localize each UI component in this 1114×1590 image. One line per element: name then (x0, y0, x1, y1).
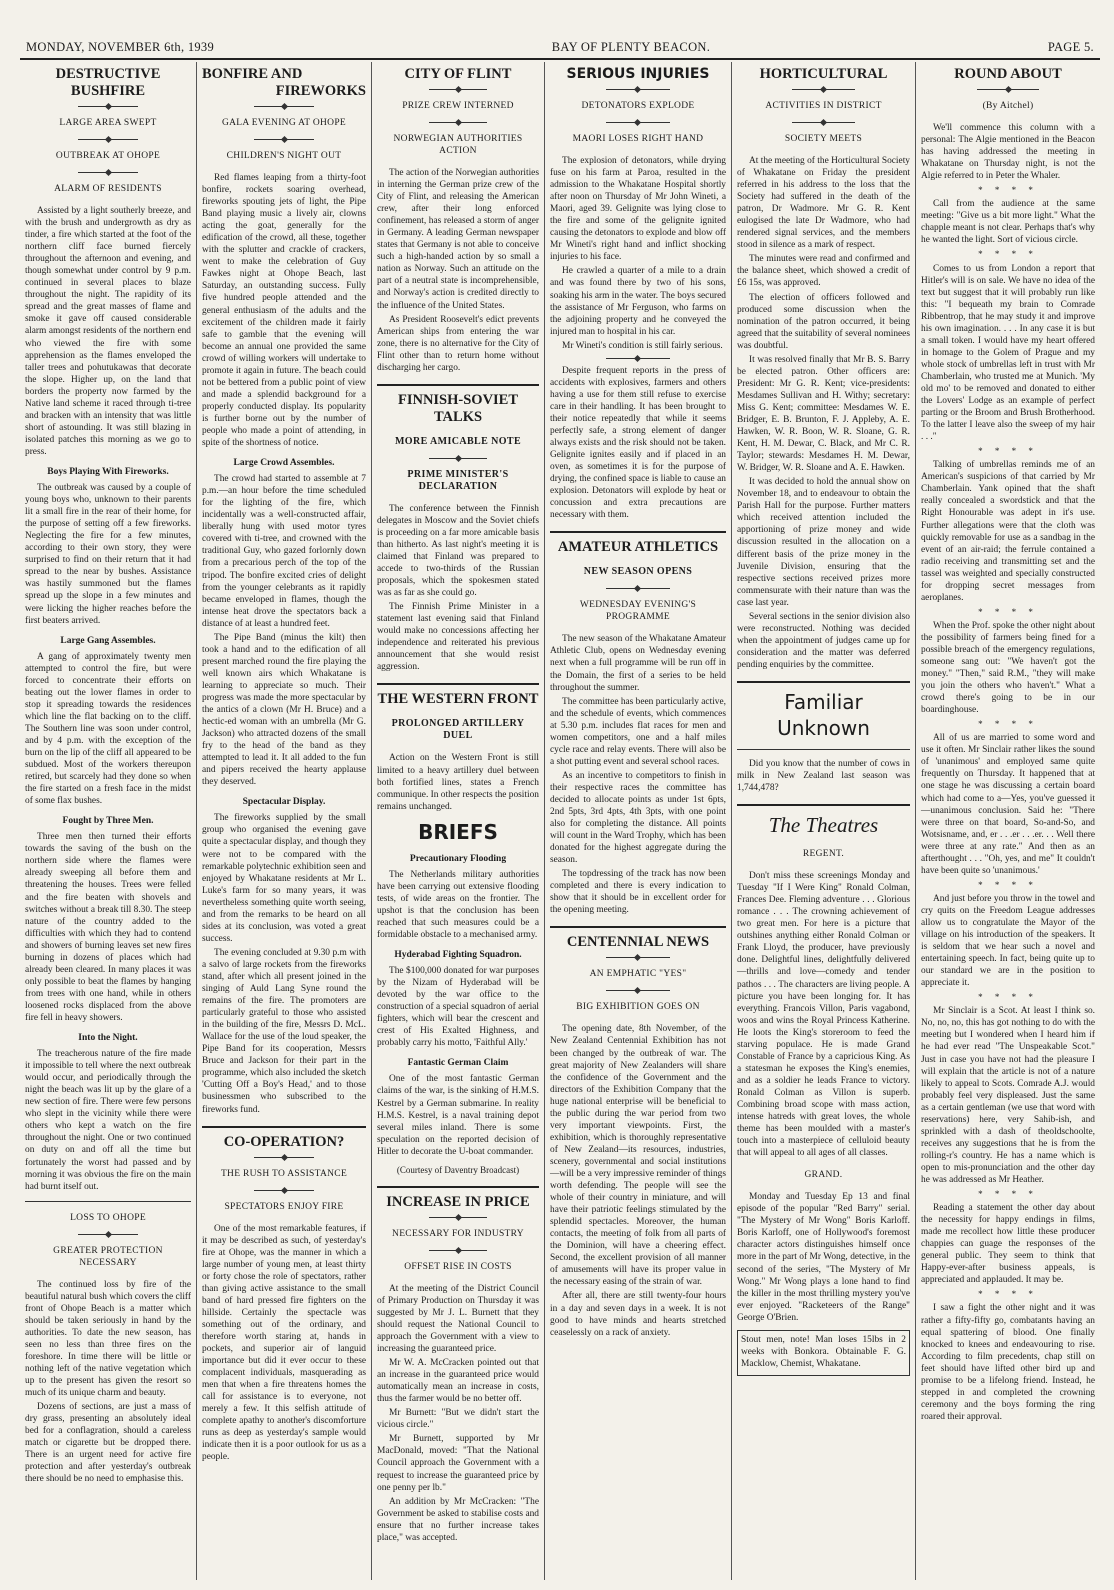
article-paragraph: A gang of approximately twenty men attempted to control the fire, but were forced to concentrate their efforts on beating out the lower flames in order to stop it spreading towards the residences which line the flat backing on to the cliff. The Southern line was soon under control, and by 4 p.m. with the exception of the burn on the lip of the cliff all appeared to be subdued. Most of the workers thereupon retired, but scarcely had they done so when the fire started on a fresh face in the midst of some flax bushes. (25, 651, 191, 807)
credit-line: (Courtesy of Daventry Broadcast) (396, 1164, 520, 1175)
asterism: * * * * (978, 719, 1038, 730)
deck: NEW SEASON OPENS (583, 566, 693, 578)
column-world-news (372, 62, 544, 1580)
article-paragraph: The committee has been particularly active, and the schedule of events, which commences at 5.30 p.m. includes flat races for men and women competitors, one and a half miles cycle race and relay events. There will also be a shot putting event and several school races. (550, 696, 726, 767)
separator (429, 122, 487, 123)
article-paragraph: As President Roosevelt's edict prevents American ships from entering the war zone, there is no alternative for the City of Flint other than to return home without discharging her cargo. (377, 314, 539, 373)
separator (254, 1190, 313, 1191)
divider (550, 926, 726, 928)
headline-centennial-news: CENTENNIAL NEWS (566, 934, 710, 951)
article-paragraph: The Netherlands military authorities have been carrying out extensive flooding tests, of wide areas on the frontier. The upshot is that the conclusion has been reached that such measures could be a formidable obstacle to a mechanised army. (377, 869, 539, 940)
article-paragraph: The crowd had started to assemble at 7 p.m.—an hour before the time scheduled for the lighting of the fire, which incidentally was a well-constructed affair, liberally hung with used motor tyres covered with ti-tree, and crowned with the traditional Guy, who gazed forlornly down from a precarious perch of the top of the tripod. The bonfire excited cries of delight from the younger celebrants as it rapidly became enveloped in flames, though the intense heat drove the spectators back a distance of at least a hundred feet. (202, 474, 366, 629)
theatre-name: GRAND. (804, 1170, 843, 1181)
asterism: * * * * (978, 879, 1038, 890)
asterism: * * * * (978, 185, 1038, 196)
headline-fireworks: FIREWORKS (275, 83, 366, 99)
separator (606, 588, 669, 589)
subheading: Precautionary Flooding (409, 853, 507, 864)
headline-round-about: ROUND ABOUT (954, 66, 1062, 82)
deck: AN EMPHATIC "YES" (589, 969, 687, 980)
ad-text: Stout men, note! Man loses 15lbs in 2 weeks with Bonkora. Obtainable F. G. Macklow, Chemist, Whakatane. (741, 1334, 906, 1369)
headline-horticultural: HORTICULTURAL (759, 66, 888, 82)
divider (737, 749, 910, 750)
paper-name: BAY OF PLENTY BEACON. (551, 39, 711, 54)
article-paragraph: Talking of umbrellas reminds me of an American's suspicions of that carried by Mr Chamberlain. Yank opined that the shaft really concealed a swordstick and that the Right Honourable was adept in it's use. Further allegations were that the cloth was quickly removable for use as a sandbag in the event of an air-raid; the ferrule contained a radio receiving and transmitting set and the tassel was weighted and specially constructed for dropping secret messages from aeroplanes. (921, 460, 1095, 603)
divider (737, 804, 910, 806)
subheading: Boys Playing With Fireworks. (47, 466, 169, 477)
headline-amateur-athletics: AMATEUR ATHLETICS (557, 539, 719, 556)
deck: PRIME MINISTER'S DECLARATION (407, 468, 509, 492)
article-paragraph: The opening date, 8th November, of the New Zealand Centennial Exhibition has not been changed by the outbreak of war. The great majority of New Zealanders will share the confidence of the Government and the directors of the Exhibition Company that the huge national enterprise will be beneficial to the public during the war period from two very important viewpoints. First, the exhibition, which is thoroughly representative of New Zealand—its resources, industries, scenery, governmental and social institutions—will be a very impressive reminder of things worth defending. The people will see the whole of their country in miniature, and will have their patriotic feelings stimulated by the splendid spectacles. Moreover, the human contacts, the meeting of folk from all parts of the Dominion, will have a cheering effect. Second, the excellent provision of all manner of amusements will have its proper value in the necessary easing of the strain of war. (550, 1024, 726, 1288)
asterism: * * * * (978, 249, 1038, 260)
theatre-name: REGENT. (802, 849, 845, 860)
article-paragraph: Mr Sinclair is a Scot. At least I think so. No, no, no, this has got nothing to do with the meeting but I wondered when I heard him if he had ever read "The Unspeakable Scot." Just in case you have not had the pleasure I will explain that the article is not of a nature likely to appeal to Scots. Comrade A.J. would probably feel very displeased. Just the same as a certain gentleman (we use that word with reservations) here, very Sahib-ish, and sprinkled with a dash of theoldschoolte, receives any suggestions that he is from the rolling-r's country. He has a name which is open to mis-pronunciation and the other day he was addressed as Mr Heather. (921, 1006, 1095, 1185)
divider (377, 384, 539, 386)
subheading: Hyderabad Fighting Squadron. (394, 950, 522, 961)
article-paragraph: Assisted by a light southerly breeze, and with the brush and undergrowth as dry as tinder, a fire which started at the foot of the northern cliff face burned fiercely throughout the afternoon and evening, and though somewhat under control by 9 p.m. continued in several places to blaze throughout the night. The rapidity of its spread and the great masses of flame and smoke it gave off caused considerable alarm amongst residents of the northern end who viewed the fire with some apprehension as the flames enveloped the taller trees and pohutukawas that decorate the slope. Higher up, on the land that borders the property now farmed by the Native land scheme it raced through ti-tree and bracken with an intensity that was little short of astounding. It was still blazing in isolated patches this morning as we go to press. (25, 206, 191, 457)
deck: NECESSARY FOR INDUSTRY (392, 1228, 524, 1239)
article-paragraph: The evening concluded at 9.30 p.m with a salvo of large rockets from the fireworks stand, after which all present joined in the singing of Auld Lang Syne round the remains of the fire. The promoters are particularly grateful to those who assisted in the building of the fire, Messrs D. McL. Wallace for the use of the loud speaker, the Pipe Band for its cooperation, Messrs Bruce and Jackson for their part in the programme, which also included the sketch 'Cutting Off a Boy's Head,' and to those businessmen who subscribed to the fireworks fund. (202, 947, 366, 1115)
article-paragraph: And just before you throw in the towel and cry quits on the Freedom League addresses allow us to congratulate the Mayor of the village on his introduction of the speakers. It is seldom that we hear such a novel and entertaining speech. In fact, being quite up to our standard we are in the position to appreciate it. (921, 893, 1095, 989)
article-paragraph: The conference between the Finnish delegates in Moscow and the Soviet chiefs is proceeding on a far more amicable basis than hitherto. As last night's meeting it is claimed that Finland was prepared to accede to two-thirds of the Russian proposals, which the spokesmen stated was as far as she could go. (377, 503, 539, 599)
subheading: Spectacular Display. (242, 797, 326, 808)
issue-date: MONDAY, NOVEMBER 6th, 1939 (26, 39, 215, 54)
article-paragraph: After all, there are still twenty-four hours in a day and seven days in a week. It is not good to have minds and hearts stretched ceaselessly on a rack of anxiety. (550, 1291, 726, 1338)
deck: SPECTATORS ENJOY FIRE (224, 1201, 344, 1212)
deck: NORWEGIAN AUTHORITIES ACTION (393, 134, 523, 156)
article-paragraph: Call from the audience at the same meeting: "Give us a bit more light." What the chapple meant is not clear. Perhaps that's why he wanted the light. Sort of vicious circle. (921, 199, 1095, 246)
article-paragraph: At the meeting of the District Council of Primary Production on Thursday it was suggested by Mr J. L. Burnett that they should request the National Council to approach the Government with a view to increasing the guaranteed price. (377, 1283, 539, 1355)
deck: DETONATORS EXPLODE (581, 101, 695, 111)
headline-finnish-soviet-talks: FINNISH-SOVIET TALKS (397, 391, 519, 425)
article-paragraph: An addition by Mr McCracken: "The Government be asked to stabilise costs and ensure that no further increase takes place," was accepted. (377, 1496, 539, 1543)
article-paragraph: He crawled a quarter of a mile to a drain and was found there by two of his sons, soaking his arm in the water. The boys secured the assistance of Mr Ferguson, who farms on the adjoining property and he conveyed the injured man to hospital in his car. (550, 266, 726, 337)
article-paragraph: It was resolved finally that Mr B. S. Barry be elected patron. Other officers are: President: Mr G. R. Kent; vice-presidents: Mesdames Sullivan and H. Withy; secretary: Miss G. Kent; committee: Mesdames W. E. Bridger, E. B. Brunton, F. J. Appleby, A. E. Hawken, W. R. Boon, W. R. Sloane, G. R. Kent, H. M. Dewar, C. Black, and Mr C. R. Taylor; stewards: Mesdames H. M. Dewar, W. Bridger, W. R. Sloane and A. E. Hawken. (737, 354, 910, 474)
article-paragraph: Mr Wineti's condition is still fairly serious. (562, 340, 723, 351)
article-paragraph: Mr W. A. McCracken pointed out that an increase in the guaranteed price would automatically mean an increase in costs, thus the farmer would be no better off. (377, 1358, 539, 1405)
headline-familiar-unknown: Familiar Unknown (777, 689, 870, 740)
article-paragraph: The fireworks supplied by the small group who organised the evening gave quite a spectacular display, and though they were not to be compared with the remarkable polytechnic exhibition seen and enjoyed by Whakatane residents at Mr L. Luke's farm for so many years, it was nevertheless something quite worth seeing, and from the remarks to be heard on all sides at its conclusion, was voted a great success. (202, 813, 366, 944)
deck: WEDNESDAY EVENING'S PROGRAMME (579, 600, 697, 623)
column-bonfire (197, 62, 371, 1580)
separator (429, 89, 487, 90)
deck: SOCIETY MEETS (784, 134, 863, 144)
headline-cooperation: CO-OPERATION? (223, 1133, 345, 1150)
asterism: * * * * (978, 1189, 1038, 1200)
article-paragraph: The new season of the Whakatane Amateur Athletic Club, opens on Wednesday evening next when a full programme will be run off in the Domain, the first of a series to be held throughout the summer. (550, 634, 726, 693)
article-paragraph: All of us are married to some word and use it often. Mr Sinclair rather likes the sound of 'unanimous' and employed same quite frequently on Thursday. It happened that at one stage he was discussing a certain board which had come to a—Yes, you've guessed it—unanimous conclusion. Said he: "There were three on that board, So-and-So, and Wotsisname, and, er . . .er . . .er. . . Well there were three at any rate." And then as an afterthought . . . "Oh, yes, and me" It couldn't have been quite so 'unanimous.' (921, 733, 1095, 876)
divider (202, 1126, 366, 1128)
separator (606, 122, 669, 123)
deck: GALA EVENING AT OHOPE (221, 118, 347, 128)
separator (254, 1157, 313, 1158)
divider (550, 531, 726, 533)
separator (78, 106, 138, 107)
article-paragraph: Mr Burnett: "But we didn't start the vicious circle." (377, 1408, 539, 1431)
page-number: PAGE 5. (1047, 39, 1094, 54)
deck: CHILDREN'S NIGHT OUT (226, 151, 342, 161)
advertisement (737, 1330, 910, 1376)
article-paragraph: Despite frequent reports in the press of accidents with explosives, farmers and others having a use for them still refuse to exercise care in their handling. It has been brought to their notice repeatedly that while it seems perfectly safe, a strong element of danger always exists and the risk should not be taken. Gelignite ignites easily and if placed in an oven, as sometimes it is for the purpose of drying, the confined space is liable to cause an explosion. Detonators will explode by heat or concussion and extra precautions are necessary with them. (550, 365, 726, 521)
subheading: Fantastic German Claim (407, 1058, 509, 1069)
article-paragraph: The Finnish Prime Minister in a statement last evening said that Finland would make no concessions affecting her independence and reiterated his previous announcement that she would resist aggression. (377, 602, 539, 673)
deck: MORE AMICABLE NOTE (394, 435, 522, 447)
article-paragraph: Mr Burnett, supported by Mr MacDonald, moved: "That the National Council approach the Government with a request to increase the guaranteed price by one penny per lb." (377, 1434, 539, 1493)
masthead (20, 36, 1100, 60)
asterism: * * * * (978, 446, 1038, 457)
article-paragraph: One of the most remarkable features, if it may be described as such, of yesterday's fire at Ohope, was the manner in which a large number of young men, at least thirty or forty chose the role of spectators, rather than giving active assistance to the small band of hard pressed fire fighters on the hillside. Certainly the spectacle was something out of the ordinary, and therefore worth staring at, hands in pockets, and superior air of languid importance but did it ever occur to these complacent individuals, masquerading as men that when a fire threatens homes the call for assistance is to everyone, not merely a few. It this selfish attitude of complete apathy to another's discomforture runs as deep as yesterday's sample would indicate then it is a poor outlook for us as a people. (202, 1223, 366, 1463)
separator (429, 458, 487, 459)
separator (429, 1250, 487, 1251)
article-paragraph: The Pipe Band (minus the kilt) then took a hand and to the edification of all present marched round the fire playing the well known airs which Whakatane is learning to appreciate so much. Their progress was made the more spectacular by the antics of a clown (Mr H. Bruce) and a hectic-ed woman with an umbrella (Mr G. Jackson) who attracted dozens of the small fry to the head of the band as they attempted to lead it. It all added to the fun and pipers received the hearty applause they deserved. (202, 632, 366, 788)
separator (792, 89, 854, 90)
article-paragraph: The continued loss by fire of the beautiful natural bush which covers the cliff front of Ohope Beach is a matter which should be taken seriously in hand by the authorities. To date the new season, has seen no less than three fires on the foreshore. In time there will be little or nothing left of the native vegetation which up to the present has given the resort so much of its unique charm and beauty. (25, 1279, 191, 1399)
article-paragraph: When the Prof. spoke the other night about the possibility of farmers being fined for a possible breach of the emergency regulations, someone sang out: "We haven't got the money." "Then," said R.M., "they will make you join the others who haven't." What a crowd there's going to be in our boardinghouse. (921, 620, 1095, 716)
divider (377, 683, 539, 685)
article-paragraph: I saw a fight the other night and it was rather a fifty-fifty go, combatants having an equal spattering of blood. One finally knocked to knees and endeavouring to rise. According to film precedents, chap still on feet should have lifted other bird up and promise to be a lifelong friend. Instead, he stepped in and completed the crowning ceremony and the boys forming the ring roared their approval. (921, 1303, 1095, 1422)
divider (25, 1201, 191, 1202)
headline-briefs: BRIEFS (418, 819, 498, 844)
deck: LARGE AREA SWEPT (59, 118, 157, 128)
headline-loss-to-ohope: LOSS TO OHOPE (70, 1212, 146, 1223)
separator (606, 957, 669, 958)
headline-serious-injuries: SERIOUS INJURIES (566, 66, 710, 82)
article-paragraph: We'll commence this column with a personal: The Algie mentioned in the Beacon has having addressed the meeting in Whakatane on Thursday night, is not the Algie referred to in Peter the Whaler. (921, 123, 1095, 182)
article-paragraph: Dozens of sections, are just a mass of dry grass, presenting an absolutely ideal bed for a conflagration, should a careless match or cigarette but be dropped there. There is an urgent need for active fire protection and after yesterday's outbreak there should be no need to emphasise this. (25, 1402, 191, 1485)
article-paragraph: Three men then turned their efforts towards the saving of the bush on the northern side where the flames were already sweeping all before them and threatening the houses. Trees were felled and the fire beaten with shovels and switches without a break till 8.30. The steep nature of the country added to the difficulties with which they had to contend and showers of burning leaves set new fires burning in dozens of places which had already been cleared. In many places it was only possible to beat the flames by hanging from trees with one hand, while in others loosened rocks displaced from the above fire fell in heavy showers. (25, 832, 191, 1023)
article-paragraph: As an incentive to competitors to finish in their respective races the committee has decided to allocate points as under 1st 6pts, 2nd 5pts, 3rd 4pts, 4th 3pts, with one point also for completing the distance. All points will count in the Ward Trophy, which has been donated for the highest aggregate during the season. (550, 770, 726, 866)
article-paragraph: The election of officers followed and produced some discussion when the nomination of the patron occurred, it being agreed that the suitability of several nominees was doubtful. (737, 292, 910, 351)
subheading: Into the Night. (78, 1033, 138, 1044)
separator (78, 139, 138, 140)
divider (377, 1186, 539, 1188)
article-paragraph: Action on the Western Front is still limited to a heavy artillery duel between both fortified lines, states a French communique. In other respects the position remains unchanged. (377, 753, 539, 812)
separator (429, 1217, 487, 1218)
asterism: * * * * (978, 606, 1038, 617)
separator (606, 358, 669, 359)
deck: OUTBREAK AT OHOPE (55, 151, 161, 161)
deck: PRIZE CREW INTERNED (402, 101, 514, 111)
separator (606, 990, 669, 991)
separator (78, 1234, 138, 1235)
column-round-about (916, 62, 1100, 1580)
article-paragraph: Several sections in the senior division also were reconstructed. Nothing was decided when the appointment of judges came up for consideration and the matter was deferred pending enquiries by the committee. (737, 611, 910, 670)
headline-city-of-flint: CITY OF FLINT (404, 66, 512, 82)
deck: GREATER PROTECTION NECESSARY (53, 1245, 163, 1268)
article-paragraph: The outbreak was caused by a couple of young boys who, unknown to their parents lit a small fire in the rear of their home, for the purpose of setting off a few fireworks. Neglecting the fire for a few minutes, according to their own story, they were surprised to find on their return that it had spread to the near by bushes. Assistance was hastily summoned but the flames spread up the slope in a few minutes and were licking the higher reaches before the first beaters arrived. (25, 483, 191, 626)
article-paragraph: It was decided to hold the annual show on November 18, and to endeavour to obtain the Parish Hall for the purpose. Further matters which received attention included the apportioning of prize money and wide discussion resulted in the allocation on a different basis of the prize money in the Juvenile Division, ensuring that the respective sections received prizes more commensurate with their nature than was the case last year. (737, 477, 910, 608)
column-bushfire (20, 62, 196, 1580)
headline-the-theatres: The Theatres (768, 813, 879, 838)
separator (977, 89, 1040, 90)
headline-increase-in-price: INCREASE IN PRICE (386, 1193, 530, 1210)
deck: PROLONGED ARTILLERY DUEL (391, 718, 525, 742)
article-paragraph: Don't miss these screenings Monday and Tuesday "If I Were King" Ronald Colman, Frances Dee. Fleming adventure . . . Glorious romance . . . The crowning achievement of two great men. For here is a picture that outshines anything either Ronald Colman or Frank Lloyd, the producer, have previously done. Delightful lines, delightfully delivered—thrills and love—comedy and tender pathos . . . The characters are living people. A picture you have been longing for. It has everything. Francois Villon, Paris vagabond, woos and wins the Royal Princess Katherine. He loots the King's storeroom to feed the starving populace. He is made Grand Constable of France by a capricious King. As a statesman he exposes the King's enemies, and as a soldier he leads France to victory. Ronald Colman as Villon is superb. Combining broad scope with mass action, intense hatreds with great loves, the whole theme has been moulded with a master's touch into a masterpiece of celluloid beauty that will appeal to all ages of all classes. (737, 871, 910, 1159)
article-paragraph: At the meeting of the Horticultural Society of Whakatane on Friday the president referred in his address to the loss that the Society had suffered in the death of the patron, Dr Wadmore. Mr G. R. Kent eulogised the late Dr Wadmore, who had rendered signal services, and the members stood in silence as a mark of respect. (737, 156, 910, 251)
article-paragraph: The action of the Norwegian authorities in interning the German prize crew of the City of Flint, and releasing the American crew, after their long enforced confinement, has released a storm of anger in Germany. A leading German newspaper states that Germany is not able to conceive such a high-handed action by so small a nation as Norway. Such an attitude on the part of a neutral state is incomprehensible, and Norway's action is credited directly to the influence of the United States. (377, 168, 539, 311)
article-paragraph: Reading a statement the other day about the necessity for happy endings in films, made me recollect how little these producer chappies can guage the responses of the general public. They seem to think that Happy-ever-after business appeals, is appreciated and applauded. It may be. (921, 1203, 1095, 1286)
article-paragraph: One of the most fantastic German claims of the war, is the sinking of H.M.S. Kestrel by a German submarine. In reality H.M.S. Kestrel, is a naval training depot several miles inland. There is some speculation on the reported decision of Hitler to decorate the U-boat commander. (377, 1074, 539, 1157)
article-paragraph: The minutes were read and confirmed and the balance sheet, which showed a credit of £6 15s, was approved. (737, 254, 910, 289)
byline: (By Aitchel) (982, 101, 1034, 111)
separator (254, 106, 313, 107)
separator (606, 89, 669, 90)
asterism: * * * * (978, 1289, 1038, 1300)
headline-bonfire: BONFIRE AND (202, 66, 303, 82)
article-paragraph: Monday and Tuesday Ep 13 and final episode of the popular "Red Barry" serial. "The Mystery of Mr Wong" Boris Karloff. Boris Karloff, one of Hollywood's foremost character actors distinguishes himself once more in the part of Mr Wong, detective, in the second of the series, "The Mystery of Mr Wong." Mr Wong plays a lone hand to find the killer in the most thrilling mystery you've ever enjoyed. "Racketeers of the Range" George O'Brien. (737, 1192, 910, 1323)
deck: OFFSET RISE IN COSTS (404, 1261, 512, 1272)
article-paragraph: Comes to us from London a report that Hitler's will is on sale. We have no idea of the text but suggest that it will probably run like this: "I bequeath my brain to Comrade Ribbentrop, that he may study it and improve his own imagination. . . . In any case it is but a small token. I would have my heart offered in homage to the Golem of Prague and my whole stock of umbrellas left in trust with Mr Chamberlain, who trusted me at Munich. 'My old mo' to be removed and donated to either the Lovers' Lodge as an example of perfect parting or the Broom and Brush Brotherhood. To the latter I leave also the sweep of my hair . . ." (921, 263, 1095, 443)
headline-destructive-bushfire: DESTRUCTIVE BUSHFIRE (55, 66, 161, 99)
headline-western-front: THE WESTERN FRONT (377, 691, 539, 708)
article-paragraph: The topdressing of the track has now been completed and there is every indication to show that it should be in excellent order for the opening meeting. (550, 869, 726, 916)
deck: BIG EXHIBITION GOES ON (576, 1002, 700, 1013)
subheading: Large Gang Assembles. (60, 635, 156, 646)
deck: ACTIVITIES IN DISTRICT (765, 101, 882, 111)
separator (254, 139, 313, 140)
subheading: Fought by Three Men. (62, 816, 154, 827)
deck: MAORI LOSES RIGHT HAND (572, 134, 704, 144)
deck: ALARM OF RESIDENTS (54, 184, 162, 194)
article-paragraph: Did you know that the number of cows in milk in New Zealand last season was 1,744,478? (737, 758, 910, 794)
column-horticultural (732, 62, 915, 1580)
column-injuries (545, 62, 731, 1580)
article-paragraph: The explosion of detonators, while drying fuse on his farm at Paroa, resulted in the admission to the Whakatane Hospital shortly after noon on Thursday of Mr John Wineti, a Maori, aged 39. Gelignite was lying close to the fire and some of the gelignite ignited causing the detonators to explode and blow off Mr Wineti's right hand and inflict shocking injuries to his face. (550, 156, 726, 263)
subheading: Large Crowd Assembles. (233, 458, 335, 469)
separator (792, 122, 854, 123)
deck: THE RUSH TO ASSISTANCE (220, 1168, 348, 1179)
separator (78, 172, 138, 173)
article-paragraph: The $100,000 donated for war purposes by the Nizam of Hyderabad will be devoted by the war office to the construction of a special squadron of aerial fighters, which will bear the crescent and crest of His Exalted Highness, and probably carry his motto, 'Faithful Ally.' (377, 966, 539, 1049)
asterism: * * * * (978, 992, 1038, 1003)
article-paragraph: The treacherous nature of the fire made it impossible to tell where the next outbreak would occur, and periodically through the night the beach was lit up by the glare of a new section of fire. There were few persons who slept in the vicinity while there were others who kept a watch on the fire throughout the night. One or two continued on duty on and off all the time but fortunately the worst had passed and by morning it was obvious the fire on the main had burnt itself out. (25, 1049, 191, 1192)
article-paragraph: Red flames leaping from a thirty-foot bonfire, rockets soaring overhead, fireworks spouting jets of light, the Pipe Band playing music a lively air, clowns acting the goat, generally for the edification of the crowd, all these, together with the splutter and crackle of crackers, went to make the celebration of Guy Fawkes night at Ohope Beach, last Saturday, an outstanding success. Fully five hundred people attended and the general enthusiasm of the adults and the excitement of the children made it fairly safe to gamble that the evening will become an annual one provided the same crowd of willing workers will undertake to promote it again in future. The beach could not be bettered from a public point of view and made a splendid background for a properly conducted display. Its popularity is further borne out by the number of people who made a point of attending, in spite of the shortness of notice. (202, 173, 366, 449)
divider (737, 681, 910, 683)
